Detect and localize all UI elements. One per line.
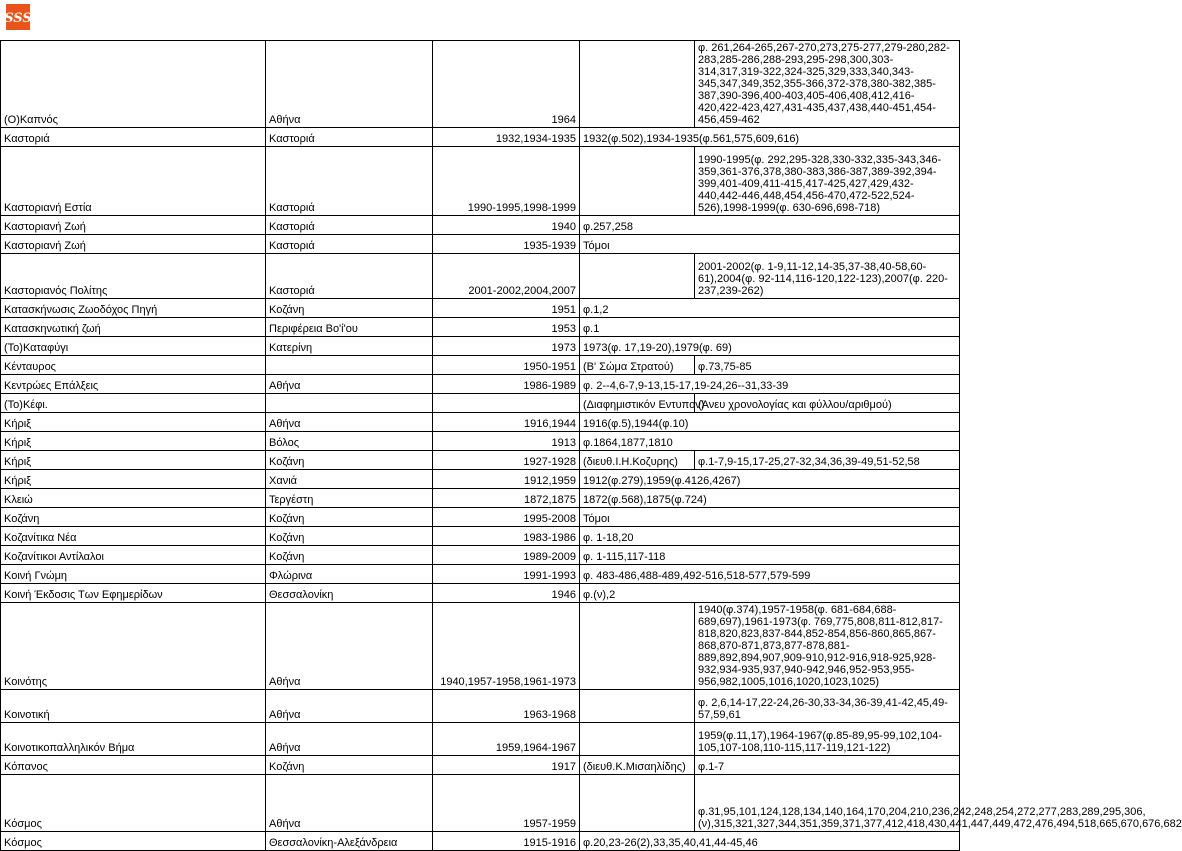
city-cell: Θεσσαλονίκη (266, 584, 433, 603)
city-cell: Αθήνα (266, 723, 433, 756)
title-cell: Κοζανίτικα Νέα (1, 527, 266, 546)
note-cell (580, 690, 695, 723)
note-cell: (Β' Σώμα Στρατού) (580, 356, 695, 375)
years-cell: 1953 (433, 318, 580, 337)
note-cell: φ.1864,1877,1810 (580, 432, 960, 451)
title-cell: Κατασκηνωτική ζωή (1, 318, 266, 337)
years-cell: 2001-2002,2004,2007 (433, 254, 580, 299)
title-cell: Κένταυρος (1, 356, 266, 375)
years-cell: 1964 (433, 41, 580, 128)
city-cell: Περιφέρεια Βο'ί'ου (266, 318, 433, 337)
title-cell: Κοζανίτικοι Αντίλαλοι (1, 546, 266, 565)
holdings-cell: 1940(φ.374),1957-1958(φ. 681-684,688-689,697),1961-1973(φ. 769,775,808,811-812,817-818,820,823,837-844,852-854,856-860,865,867-868,870-871,873,877-878,881-889,892,894,907,909-910,912-916,918-925,928-932,934-935,937,940-942,946,952-953,955-956,982,1005,1016,1020,1023,1025) (695, 603, 960, 690)
years-cell: 1986-1989 (433, 375, 580, 394)
note-cell: φ. 1-115,117-118 (580, 546, 960, 565)
city-cell: Κοζάνη (266, 546, 433, 565)
city-cell: Αθήνα (266, 413, 433, 432)
table-row (1, 584, 960, 603)
title-cell: Κοινή Γνώμη (1, 565, 266, 584)
city-cell: Φλώρινα (266, 565, 433, 584)
city-cell: Αθήνα (266, 775, 433, 832)
table-row (1, 318, 960, 337)
note-cell (580, 147, 695, 216)
years-cell: 1990-1995,1998-1999 (433, 147, 580, 216)
years-cell: 1946 (433, 584, 580, 603)
holdings-cell: 1959(φ.11,17),1964-1967(φ.85-89,95-99,102,104-105,107-108,110-115,117-119,121-122) (695, 723, 960, 756)
note-cell: 1912(φ.279),1959(φ.4126,4267) (580, 470, 960, 489)
table-row (1, 756, 960, 775)
years-cell: 1927-1928 (433, 451, 580, 470)
note-cell (580, 775, 695, 832)
table-row (1, 775, 960, 832)
title-cell: Κεντρώες Επάλξεις (1, 375, 266, 394)
years-cell: 1973 (433, 337, 580, 356)
years-cell: 1940,1957-1958,1961-1973 (433, 603, 580, 690)
holdings-cell: φ. 2,6,14-17,22-24,26-30,33-34,36-39,41-42,45,49-57,59,61 (695, 690, 960, 723)
table-row (1, 451, 960, 470)
years-cell: 1989-2009 (433, 546, 580, 565)
holdings-cell: φ.31,95,101,124,128,134,140,164,170,204,210,236,242,248,254,272,277,283,289,295,306,(ν),315,321,327,344,351,359,371,377,412,418,430,441,447,449,472,476,494,518,665,670,676,682 (695, 775, 960, 832)
periodicals-table (0, 40, 1182, 851)
city-cell: Αθήνα (266, 375, 433, 394)
city-cell: Τεργέστη (266, 489, 433, 508)
table-row (1, 546, 960, 565)
city-cell: Θεσσαλονίκη-Αλεξάνδρεια (266, 832, 433, 851)
note-cell: Τόμοι (580, 235, 960, 254)
logo-mark-icon (6, 4, 30, 30)
city-cell: Κοζάνη (266, 299, 433, 318)
title-cell: Καστοριά (1, 128, 266, 147)
title-cell: (Το)Καταφύγι (1, 337, 266, 356)
table-row (1, 216, 960, 235)
title-cell: Κήριξ (1, 470, 266, 489)
city-cell: Καστοριά (266, 216, 433, 235)
title-cell: Κοινοτικοπαλληλικόν Βήμα (1, 723, 266, 756)
city-cell: Καστοριά (266, 235, 433, 254)
note-cell: φ. 483-486,488-489,492-516,518-577,579-599 (580, 565, 960, 584)
note-cell: 1973(φ. 17,19-20),1979(φ. 69) (580, 337, 960, 356)
years-cell (433, 394, 580, 413)
note-cell: φ.257,258 (580, 216, 960, 235)
table-row (1, 603, 960, 690)
years-cell: 1935-1939 (433, 235, 580, 254)
city-cell: Κοζάνη (266, 451, 433, 470)
title-cell: Καστοριανή Ζωή (1, 235, 266, 254)
note-cell (580, 603, 695, 690)
note-cell: (διευθ.Ι.Η.Κοζυρης) (580, 451, 695, 470)
title-cell: Κοινότης (1, 603, 266, 690)
title-cell: Καστοριανός Πολίτης (1, 254, 266, 299)
note-cell: φ.(ν),2 (580, 584, 960, 603)
note-cell: (Διαφημιστικόν Εντυπον) (580, 394, 695, 413)
years-cell: 1983-1986 (433, 527, 580, 546)
city-cell: Βόλος (266, 432, 433, 451)
city-cell: Κατερίνη (266, 337, 433, 356)
svg-text:SSS: SSS (4, 11, 32, 26)
years-cell: 1912,1959 (433, 470, 580, 489)
title-cell: Κήριξ (1, 413, 266, 432)
title-cell: (Το)Κέφι. (1, 394, 266, 413)
city-cell: Αθήνα (266, 41, 433, 128)
note-cell: 1916(φ.5),1944(φ.10) (580, 413, 960, 432)
years-cell: 1932,1934-1935 (433, 128, 580, 147)
city-cell: Κοζάνη (266, 508, 433, 527)
table-row (1, 299, 960, 318)
holdings-cell: φ.73,75-85 (695, 356, 960, 375)
city-cell: Καστοριά (266, 128, 433, 147)
title-cell: Κόπανος (1, 756, 266, 775)
table-row (1, 723, 960, 756)
holdings-cell: φ.1-7 (695, 756, 960, 775)
table-row (1, 565, 960, 584)
table-row (1, 254, 960, 299)
note-cell: φ. 1-18,20 (580, 527, 960, 546)
table-row (1, 489, 960, 508)
title-cell: Κλειώ (1, 489, 266, 508)
years-cell: 1916,1944 (433, 413, 580, 432)
holdings-cell: 2001-2002(φ. 1-9,11-12,14-35,37-38,40-58,60-61),2004(φ. 92-114,116-120,122-123),2007(φ. 220-237,239-262) (695, 254, 960, 299)
city-cell: Αθήνα (266, 690, 433, 723)
table-row (1, 432, 960, 451)
holdings-cell: φ. 261,264-265,267-270,273,275-277,279-280,282-283,285-286,288-293,295-298,300,303-314,317,319-322,324-325,329,333,340,343-345,347,349,352,355-366,372-378,380-382,385-387,390-396,400-403,405-406,408,412,416-420,422-423,427,431-435,437,438,440-451,454-456,459-462 (695, 41, 960, 128)
table-row (1, 832, 960, 851)
city-cell: Καστοριά (266, 147, 433, 216)
note-cell (580, 254, 695, 299)
table-row (1, 128, 960, 147)
years-cell: 1917 (433, 756, 580, 775)
table-row (1, 356, 960, 375)
years-cell: 1951 (433, 299, 580, 318)
years-cell: 1872,1875 (433, 489, 580, 508)
holdings-cell: φ.1-7,9-15,17-25,27-32,34,36,39-49,51-52,58 (695, 451, 960, 470)
city-cell: Αθήνα (266, 603, 433, 690)
note-cell: 1932(φ.502),1934-1935(φ.561,575,609,616) (580, 128, 960, 147)
note-cell: φ. 2--4,6-7,9-13,15-17,19-24,26--31,33-39 (580, 375, 960, 394)
title-cell: Κήριξ (1, 432, 266, 451)
city-cell: Καστοριά (266, 254, 433, 299)
holdings-cell: (Άνευ χρονολογίας και φύλλου/αριθμού) (695, 394, 960, 413)
note-cell (580, 723, 695, 756)
years-cell: 1991-1993 (433, 565, 580, 584)
years-cell: 1959,1964-1967 (433, 723, 580, 756)
title-cell: Κόσμος (1, 832, 266, 851)
table-row (1, 41, 960, 128)
title-cell: Κοζάνη (1, 508, 266, 527)
table-row (1, 235, 960, 254)
years-cell: 1950-1951 (433, 356, 580, 375)
years-cell: 1940 (433, 216, 580, 235)
city-cell (266, 394, 433, 413)
note-cell: φ.1,2 (580, 299, 960, 318)
title-cell: Κόσμος (1, 775, 266, 832)
years-cell: 1995-2008 (433, 508, 580, 527)
city-cell: Χανιά (266, 470, 433, 489)
years-cell: 1957-1959 (433, 775, 580, 832)
table-row (1, 508, 960, 527)
note-cell: φ.1 (580, 318, 960, 337)
table-row (1, 527, 960, 546)
years-cell: 1963-1968 (433, 690, 580, 723)
title-cell: Καστοριανή Εστία (1, 147, 266, 216)
holdings-cell: 1990-1995(φ. 292,295-328,330-332,335-343,346-359,361-376,378,380-383,386-387,389-392,394-399,401-409,411-415,417-425,427,429,432-440,442-446,448,454,456-470,472-522,524-526),1998-1999(φ. 630-696,698-718) (695, 147, 960, 216)
table-row (1, 147, 960, 216)
years-cell: 1915-1916 (433, 832, 580, 851)
title-cell: Κατασκήνωσις Ζωοδόχος Πηγή (1, 299, 266, 318)
table-row (1, 470, 960, 489)
title-cell: Κοινή Έκδοσις Των Εφημερίδων (1, 584, 266, 603)
table-row (1, 413, 960, 432)
note-cell: (διευθ.Κ.Μισαηλίδης) (580, 756, 695, 775)
city-cell (266, 356, 433, 375)
city-cell: Κοζάνη (266, 527, 433, 546)
table-row (1, 375, 960, 394)
site-logo[interactable] (6, 4, 30, 30)
table-row (1, 394, 960, 413)
city-cell: Κοζάνη (266, 756, 433, 775)
note-cell (580, 41, 695, 128)
note-cell: 1872(φ.568),1875(φ.724) (580, 489, 960, 508)
title-cell: Κήριξ (1, 451, 266, 470)
title-cell: (Ο)Καπνός (1, 41, 266, 128)
note-cell: Τόμοι (580, 508, 960, 527)
table-row (1, 690, 960, 723)
title-cell: Κοινοτική (1, 690, 266, 723)
title-cell: Καστοριανή Ζωή (1, 216, 266, 235)
table-row (1, 337, 960, 356)
note-cell: φ.20,23-26(2),33,35,40,41,44-45,46 (580, 832, 960, 851)
years-cell: 1913 (433, 432, 580, 451)
